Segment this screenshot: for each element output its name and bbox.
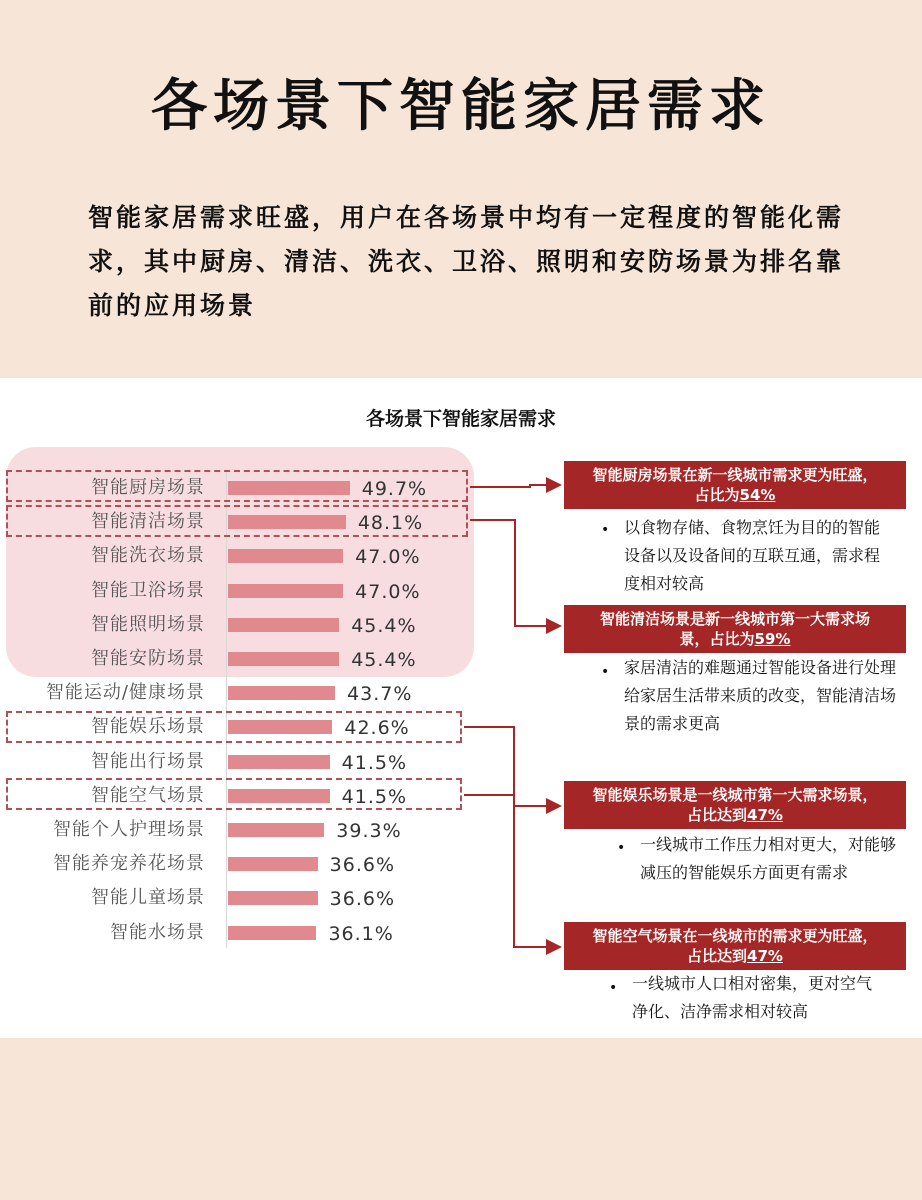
kitchen-callout-header <box>564 461 906 509</box>
cleaning-callout-body: 家居清洁的难题通过智能设备进行处理给家居生活带来质的改变，智能清洁场景的需求更高 <box>624 658 897 733</box>
category-label: 智能照明场景 <box>91 613 205 635</box>
entertainment-callout-header <box>564 781 906 829</box>
category-label: 智能卫浴场景 <box>91 579 205 601</box>
entertainment-callout-text-2: 占比达到 <box>687 806 748 824</box>
value-label: 47.0% <box>355 580 421 603</box>
category-label: 智能洗衣场景 <box>91 545 205 567</box>
kitchen-callout-body: 以食物存储、食物烹饪为目的的智能设备以及设备间的互联互通，需求程度相对较高 <box>624 518 881 593</box>
cleaning-callout-text: 智能清洁场景是新一线城市第一大需求场 <box>599 610 870 628</box>
value-label: 49.7% <box>361 478 428 500</box>
value-label: 45.4% <box>351 614 417 637</box>
air-callout-body: 一线城市人口相对密集，更对空气净化、洁净需求相对较高 <box>632 974 873 1021</box>
category-label: 智能水场景 <box>110 921 205 943</box>
cleaning-callout-highlight: 59% <box>754 630 791 648</box>
entertainment-bullet: • <box>617 840 626 856</box>
intro-text: 智能家居需求旺盛，用户在各场景中均有一定程度的智能化需求，其中厨房、清洁、洗衣、卫浴、照明和安防场景为排名靠前的应用场景 <box>88 203 845 320</box>
value-label: 45.4% <box>351 649 417 671</box>
value-label: 36.6% <box>329 854 396 877</box>
category-label: 智能运动/健康场景 <box>45 682 205 704</box>
cleaning-callout-text-2: 景，占比为 <box>679 630 755 648</box>
value-label: 39.3% <box>336 820 402 842</box>
value-label: 36.1% <box>328 922 394 945</box>
cleaning-bullet: • <box>601 664 610 680</box>
air-callout-text: 智能空气场景在一线城市的需求更为旺盛， <box>592 927 878 945</box>
air-bullet: • <box>609 980 618 996</box>
value-label: 41.5% <box>341 785 408 808</box>
kitchen-callout-text-2: 占比为 <box>694 486 740 504</box>
air-callout-highlight: 47% <box>747 947 783 965</box>
entertainment-callout-text: 智能娱乐场景是一线城市第一大需求场景， <box>592 786 878 804</box>
chart-title: 各场景下智能家居需求 <box>365 408 556 430</box>
category-label: 智能安防场景 <box>91 648 205 669</box>
category-label: 智能清洁场景 <box>91 511 205 533</box>
category-label: 智能个人护理场景 <box>53 819 205 840</box>
kitchen-bullet: • <box>601 522 610 538</box>
category-label: 智能儿童场景 <box>91 887 205 909</box>
cleaning-callout-header <box>564 605 906 653</box>
value-label: 47.0% <box>355 546 421 569</box>
entertainment-callout-highlight: 47% <box>747 806 783 824</box>
kitchen-callout-text: 智能厨房场景在新一线城市需求更为旺盛， <box>592 466 878 484</box>
value-label: 36.6% <box>329 888 396 911</box>
value-label: 42.6% <box>344 717 410 740</box>
value-label: 48.1% <box>357 512 424 535</box>
value-label: 41.5% <box>341 751 408 774</box>
category-label: 智能出行场景 <box>91 750 205 772</box>
kitchen-callout-highlight: 54% <box>739 486 776 504</box>
category-label: 智能空气场景 <box>91 784 205 806</box>
cleaning-connector <box>470 520 558 626</box>
category-label: 智能厨房场景 <box>91 477 205 498</box>
air-connector <box>464 795 558 947</box>
page-title: 各场景下智能家居需求 <box>151 74 771 139</box>
entertainment-callout-body: 一线城市工作压力相对更大，对能够减压的智能娱乐方面更有需求 <box>640 835 897 882</box>
air-callout-text-2: 占比达到 <box>687 947 748 965</box>
category-label: 智能养宠养花场景 <box>53 853 205 875</box>
category-label: 智能娱乐场景 <box>91 716 205 738</box>
air-callout-header <box>564 922 906 970</box>
value-label: 43.7% <box>347 683 413 706</box>
kitchen-connector <box>470 485 558 487</box>
